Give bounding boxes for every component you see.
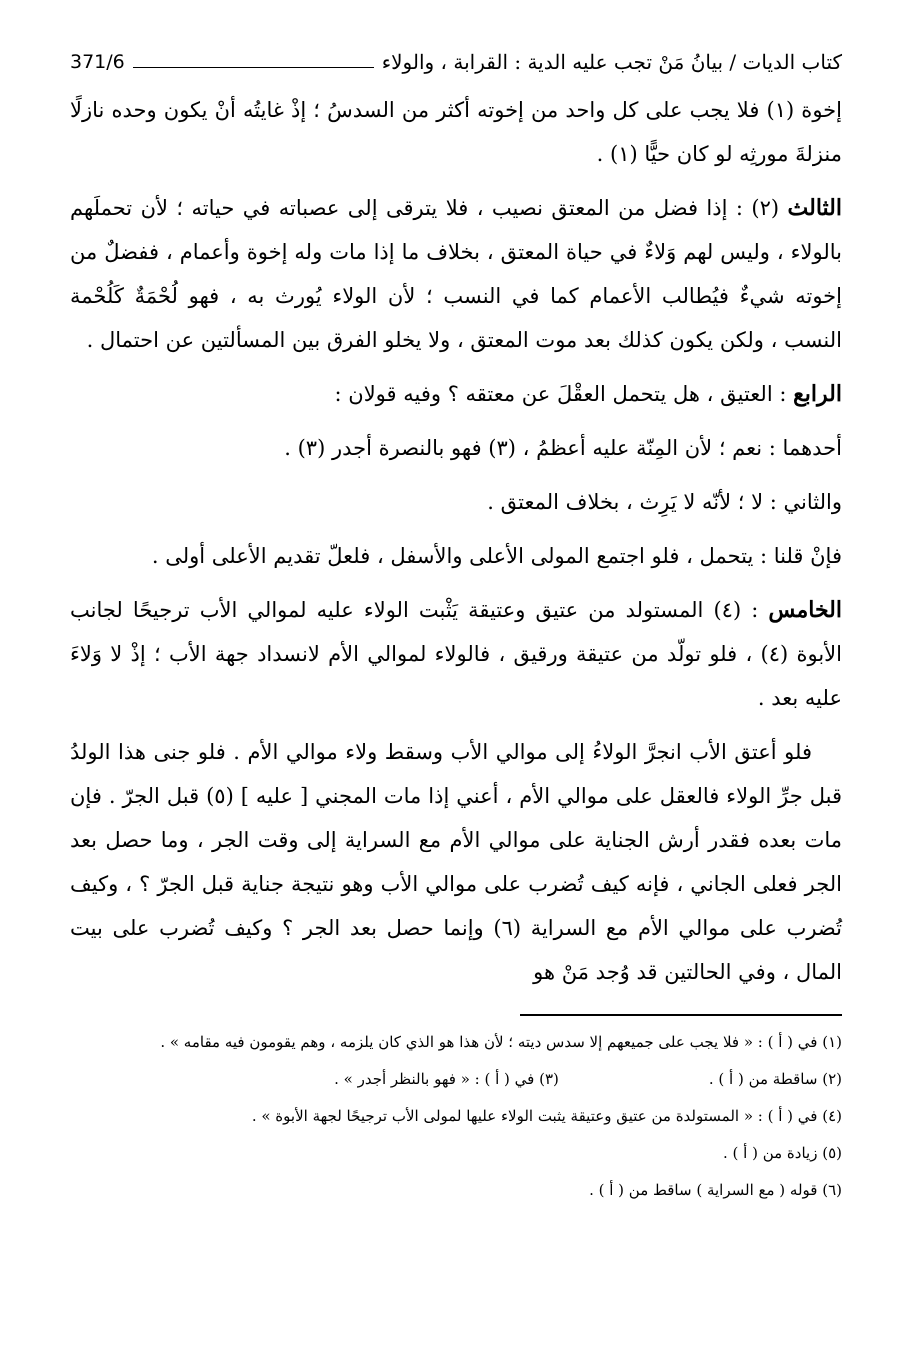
footnote-3: (٣) في ( أ ) : « فهو بالنظر أجدر » . [334,1070,559,1088]
paragraph-fifth-text: : (٤) المستولد من عتيق وعتيقة يَثْبت الولاء عليه لموالي الأب ترجيحًا لجانب الأبوة (٤) ، فلو تولّد من عتيقة ورقيق ، فالولاء لموالي الأم لانسداد جهة الأب ؛ إذْ لا وَلاءَ عليه بعد . [70,598,842,710]
paragraph-third-heading: الثالث [787,195,842,221]
footnote-row-2-3 [70,1061,842,1098]
book-page [70,42,842,1209]
paragraph-first-opinion: أحدهما : نعم ؛ لأن المِنّة عليه أعظمُ ، (٣) فهو بالنصرة أجدر (٣) . [284,436,842,460]
paragraph-fourth-heading: الرابع [793,381,842,407]
paragraph-fifth [70,588,842,720]
paragraph-fourth-text: : العتيق ، هل يتحمل العقْلَ عن معتقه ؟ وفيه قولان : [334,382,794,406]
page-number: 371/6 [70,51,125,73]
running-header-title: كتاب الديات / بيانُ مَنْ تجب عليه الدية : القرابة ، والولاء [381,50,842,74]
footnote-5: (٥) زيادة من ( أ ) . [722,1144,842,1162]
footnote-2: (٢) ساقطة من ( أ ) . [708,1070,842,1088]
paragraph-second-opinion: والثاني : لا ؛ لأنّه لا يَرِث ، بخلاف المعتق . [487,490,842,514]
paragraph-fourth [70,372,842,416]
paragraph-third [70,186,842,362]
running-header [70,42,842,82]
paragraph-fifth-heading: الخامس [768,597,842,623]
paragraph-third-text: (٢) : إذا فضل من المعتق نصيب ، فلا يترقى إلى عصباته في حياته ؛ لأن تحملَهم بالولاء ، وليس لهم وَلاءٌ في حياة المعتق ، بخلاف ما إذا مات وله إخوة وأعمام ، ففضلٌ من إخوته شيءٌ فيُطالب الأعمام كما في النسب ؛ لأن الولاء يُورث به ، فهو لُحْمَةٌ كَلُحْمة النسب ، ولكن يكون كذلك بعد موت المعتق ، ولا يخلو الفرق بين المسألتين عن احتمال . [70,196,842,352]
paragraph-if-we-say: فإنْ قلنا : يتحمل ، فلو اجتمع المولى الأعلى والأسفل ، فلعلّ تقديم الأعلى أولى . [151,544,842,568]
footnotes [70,1024,842,1209]
footnote-4: (٤) في ( أ ) : « المستولدة من عتيق وعتيقة يثبت الولاء عليها لمولى الأب ترجيحًا لجهة الأبوة » . [251,1107,842,1125]
running-header-rule [133,67,374,68]
footnote-1: (١) في ( أ ) : « فلا يجب على جميعهم إلا سدس ديته ؛ لأن هذا هو الذي كان يلزمه ، وهم يقومون فيه مقامه » . [160,1033,842,1051]
footnote-6: (٦) قوله ( مع السراية ) ساقط من ( أ ) . [589,1181,842,1199]
paragraph-1: إخوة (١) فلا يجب على كل واحد من إخوته أكثر من السدسُ ؛ إذْ غايتُه أنْ يكون وحده نازلًا منزلةَ مورثِه لو كان حيًّا (١) . [70,98,842,166]
paragraph-emancipation: فلو أعتق الأب انجرَّ الولاءُ إلى موالي الأب وسقط ولاء موالي الأم . فلو جنى هذا الولدُ قبل جرِّ الولاء فالعقل على موالي الأم ، أعني إذا مات المجني [ عليه ] (٥) قبل الجرّ . فإن مات بعده فقدر أرش الجناية على موالي الأم مع السراية إلى وقت الجر ، وما حصل بعد الجر فعلى الجاني ، فإنه كيف تُضرب على موالي الأب وهو نتيجة جناية قبل الجرّ ؟ ، وكيف تُضرب على موالي الأم مع السراية (٦) وإنما حصل بعد الجر ؟ وكيف تُضرب على بيت المال ، وفي الحالتين قد وُجد مَنْ هو [70,740,842,984]
body-text [70,88,842,994]
footnote-separator [520,1014,842,1016]
